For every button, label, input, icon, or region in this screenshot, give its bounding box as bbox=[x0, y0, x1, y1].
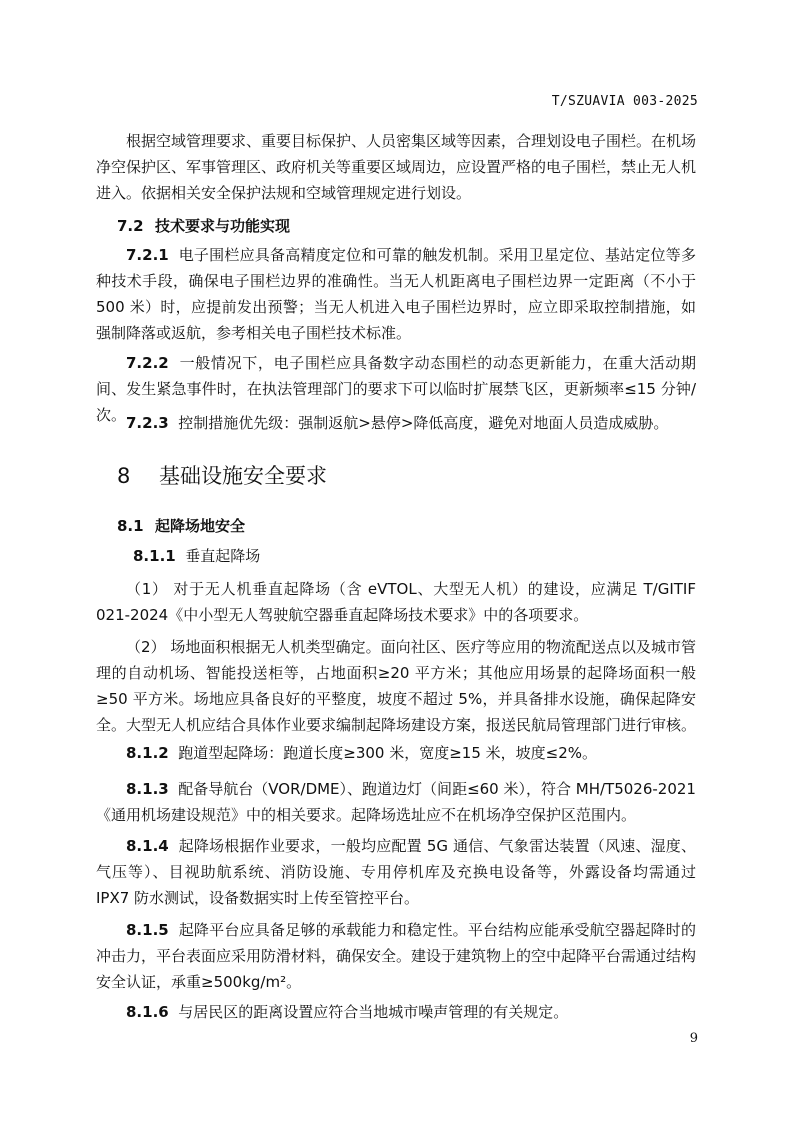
subsection-number: 8.1.1 bbox=[133, 547, 176, 565]
clause-text: 电子围栏应具备高精度定位和可靠的触发机制。采用卫星定位、基站定位等多种技术手段，确保电子围栏边界的准确性。当无人机距离电子围栏边界一定距离（不小于 500 米）时，应提前发出预警；当无人机进入电子围栏边界时，应立即采取控制措施，如强制降落或返航，参考相关电子围栏技术标准。 bbox=[96, 246, 696, 342]
subsection-8-1-1-heading bbox=[133, 543, 260, 569]
subsection-title: 垂直起降场 bbox=[185, 547, 261, 565]
chapter-number: 8 bbox=[117, 464, 131, 488]
clause-number: 8.1.5 bbox=[126, 921, 169, 939]
clause-text: 与居民区的距离设置应符合当地城市噪声管理的有关规定。 bbox=[178, 1003, 569, 1021]
intro-paragraph: 根据空域管理要求、重要目标保护、人员密集区域等因素，合理划设电子围栏。在机场净空保护区、军事管理区、政府机关等重要区域周边，应设置严格的电子围栏，禁止无人机进入。依据相关安全保护法规和空域管理规定进行划设。 bbox=[96, 132, 697, 202]
section-number: 7.2 bbox=[117, 217, 144, 235]
clause-text: 控制措施优先级：强制返航>悬停>降低高度，避免对地面人员造成威胁。 bbox=[178, 414, 669, 432]
chapter-title: 基础设施安全要求 bbox=[159, 464, 327, 488]
clause-number: 7.2.2 bbox=[126, 354, 169, 372]
clause-8-1-5 bbox=[96, 917, 696, 995]
clause-number: 8.1.4 bbox=[126, 837, 169, 855]
section-number: 8.1 bbox=[117, 517, 144, 535]
clause-8-1-4 bbox=[96, 833, 696, 911]
clause-text: 起降场根据作业要求，一般均应配置 5G 通信、气象雷达装置（风速、湿度、气压等）、目视助航系统、消防设施、专用停机库及充换电设备等，外露设备均需通过 IPX7 防水测试，设备数据实时上传至管控平台。 bbox=[96, 837, 696, 907]
clause-text: 起降平台应具备足够的承载能力和稳定性。平台结构应能承受航空器起降时的冲击力，平台表面应采用防滑材料，确保安全。建设于建筑物上的空中起降平台需通过结构安全认证，承重≥500kg/m²。 bbox=[96, 921, 697, 991]
clause-8-1-6 bbox=[96, 999, 696, 1025]
section-title: 起降场地安全 bbox=[155, 517, 246, 535]
section-7-2-heading bbox=[117, 215, 290, 236]
clause-number: 7.2.3 bbox=[126, 414, 169, 432]
clause-7-2-1 bbox=[96, 242, 696, 346]
clause-number: 8.1.6 bbox=[126, 1003, 169, 1021]
clause-text: 一般情况下，电子围栏应具备数字动态围栏的动态更新能力，在重大活动期间、发生紧急事件时，在执法管理部门的要求下可以临时扩展禁飞区，更新频率≤15 分钟/次。 bbox=[96, 354, 696, 424]
clause-8-1-2 bbox=[96, 740, 696, 766]
section-title: 技术要求与功能实现 bbox=[155, 217, 291, 235]
clause-number: 8.1.3 bbox=[126, 780, 169, 798]
page-number: 9 bbox=[689, 1031, 698, 1046]
clause-text: 配备导航台（VOR/DME）、跑道边灯（间距≤60 米），符合 MH/T5026-2021《通用机场建设规范》中的相关要求。起降场选址应不在机场净空保护区范围内。 bbox=[96, 780, 696, 824]
clause-7-2-3 bbox=[96, 410, 696, 436]
clause-number: 7.2.1 bbox=[126, 246, 169, 264]
chapter-8-heading bbox=[117, 460, 327, 490]
document-id-header: T/SZUAVIA 003-2025 bbox=[551, 94, 698, 109]
clause-8-1-3 bbox=[96, 776, 696, 828]
list-item-2: （2） 场地面积根据无人机类型确定。面向社区、医疗等应用的物流配送点以及城市管理的自动机场、智能投送柜等，占地面积≥20 平方米；其他应用场景的起降场面积一般≥50 平方米。场地应具备良好的平整度，坡度不超过 5%，并具备排水设施，确保起降安全。大型无人机应结合具体作业要求编制起降场建设方案，报送民航局管理部门进行审核。 bbox=[96, 638, 697, 734]
clause-text: 跑道型起降场：跑道长度≥300 米，宽度≥15 米，坡度≤2%。 bbox=[178, 744, 598, 762]
section-8-1-heading bbox=[117, 515, 245, 536]
list-item-1: （1） 对于无人机垂直起降场（含 eVTOL、大型无人机）的建设，应满足 T/GITIF 021-2024《中小型无人驾驶航空器垂直起降场技术要求》中的各项要求。 bbox=[96, 580, 696, 624]
clause-number: 8.1.2 bbox=[126, 744, 169, 762]
